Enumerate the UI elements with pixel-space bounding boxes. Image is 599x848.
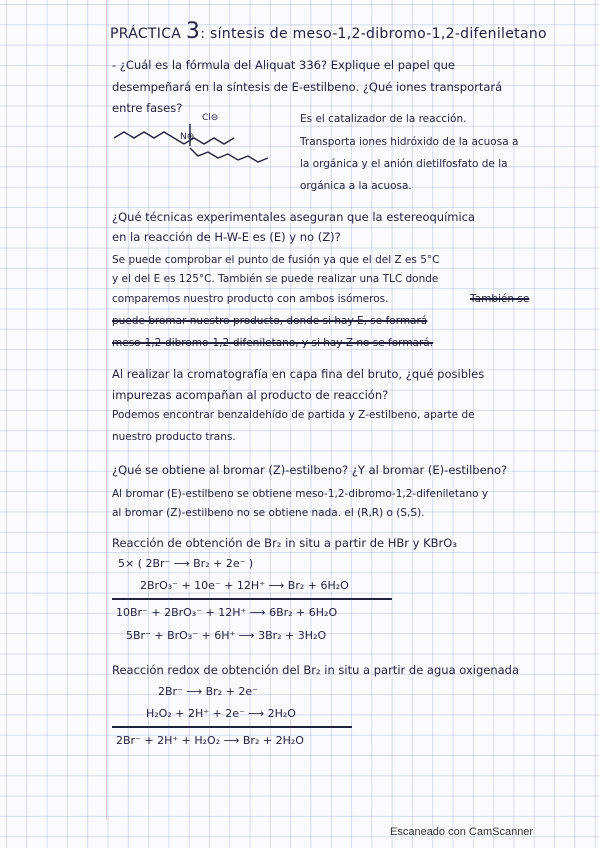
reaction1-eq2: 2BrO₃⁻ + 10e⁻ + 12H⁺ ⟶ Br₂ + 6H₂O [140, 579, 349, 592]
reaction1-eq3: 10Br⁻ + 2BrO₃⁻ + 12H⁺ ⟶ 6Br₂ + 6H₂O [116, 606, 338, 619]
q1-line-3: entre fases? [112, 101, 183, 115]
q1-answer-1: Es el catalizador de la reacción. [300, 113, 467, 125]
q1-answer-4: orgánica a la acuosa. [300, 180, 412, 192]
reaction2-sum-rule [112, 726, 352, 728]
title-number: 3 [185, 19, 201, 44]
q3-answer-2: nuestro producto trans. [112, 431, 236, 443]
page-title [110, 19, 547, 44]
q3-line-1: Al realizar la cromatografía en capa fina del bruto, ¿qué posibles [112, 367, 485, 381]
reaction2-title: Reacción redox de obtención del Br₂ in situ a partir de agua oxigenada [112, 663, 520, 677]
q4-line-1: ¿Qué se obtiene al bromar (Z)-estilbeno? ¿Y al bromar (E)-estilbeno? [112, 463, 508, 477]
reaction2-eq2: H₂O₂ + 2H⁺ + 2e⁻ ⟶ 2H₂O [146, 707, 296, 720]
q1-answer-2: Transporta iones hidróxido de la acuosa a [300, 136, 519, 148]
reaction1-sum-rule [112, 598, 392, 600]
q1-line-1: - ¿Cuál es la fórmula del Aliquat 336? Explique el papel que [112, 58, 455, 72]
q4-answer-1: Al bromar (E)-estilbeno se obtiene meso-1,2-dibromo-1,2-difeniletano y [112, 488, 489, 500]
reaction1-eq4: 5Br⁻ + BrO₃⁻ + 6H⁺ ⟶ 3Br₂ + 3H₂O [126, 629, 327, 642]
reaction2-eq1: 2Br⁻ ⟶ Br₂ + 2e⁻ [158, 685, 258, 698]
q3-line-2: impurezas acompañan al producto de reacción? [112, 388, 389, 402]
reaction1-title: Reacción de obtención de Br₂ in situ a partir de HBr y KBrO₃ [112, 536, 457, 550]
q2-struck-2: puede bromar nuestro producto, donde si hay E, se formará [112, 315, 428, 327]
q1-line-2: desempeñará en la síntesis de E-estilbeno. ¿Qué iones transportará [112, 80, 503, 94]
title-rest: : síntesis de meso-1,2-dibromo-1,2-difeniletano [200, 26, 547, 42]
q2-answer-2: y el del E es 125°C. También se puede realizar una TLC donde [112, 273, 439, 285]
q2-struck-3: meso-1,2-dibromo-1,2-difeniletano, y si hay Z no se formará. [112, 337, 434, 349]
q2-struck-1: También se [470, 293, 530, 305]
scanner-footer: Escaneado con CamScanner [390, 826, 534, 838]
ammonium-label: N⊕ [180, 132, 195, 142]
margin-line [106, 0, 107, 820]
q2-answer-1: Se puede comprobar el punto de fusión ya que el del Z es 5°C [112, 254, 440, 266]
title-prefix: PRÁCTICA [110, 26, 186, 42]
reaction1-eq1: 5× ( 2Br⁻ ⟶ Br₂ + 2e⁻ ) [118, 557, 254, 570]
q3-answer-1: Podemos encontrar benzaldehído de partida y Z-estilbeno, aparte de [112, 409, 475, 421]
q4-answer-2: al bromar (Z)-estilbeno no se obtiene nada. el (R,R) o (S,S). [112, 507, 425, 519]
chloride-label: Cl⊖ [202, 113, 219, 123]
q2-line-2: en la reacción de H-W-E es (E) y no (Z)? [112, 230, 341, 244]
q1-answer-3: la orgánica y el anión dietilfosfato de la [300, 158, 508, 170]
reaction2-eq3: 2Br⁻ + 2H⁺ + H₂O₂ ⟶ Br₂ + 2H₂O [116, 734, 304, 747]
q2-line-1: ¿Qué técnicas experimentales aseguran que la estereoquímica [112, 210, 476, 224]
q2-answer-3: comparemos nuestro producto con ambos isómeros. [112, 293, 389, 305]
aliquat-336-structure [110, 108, 290, 178]
